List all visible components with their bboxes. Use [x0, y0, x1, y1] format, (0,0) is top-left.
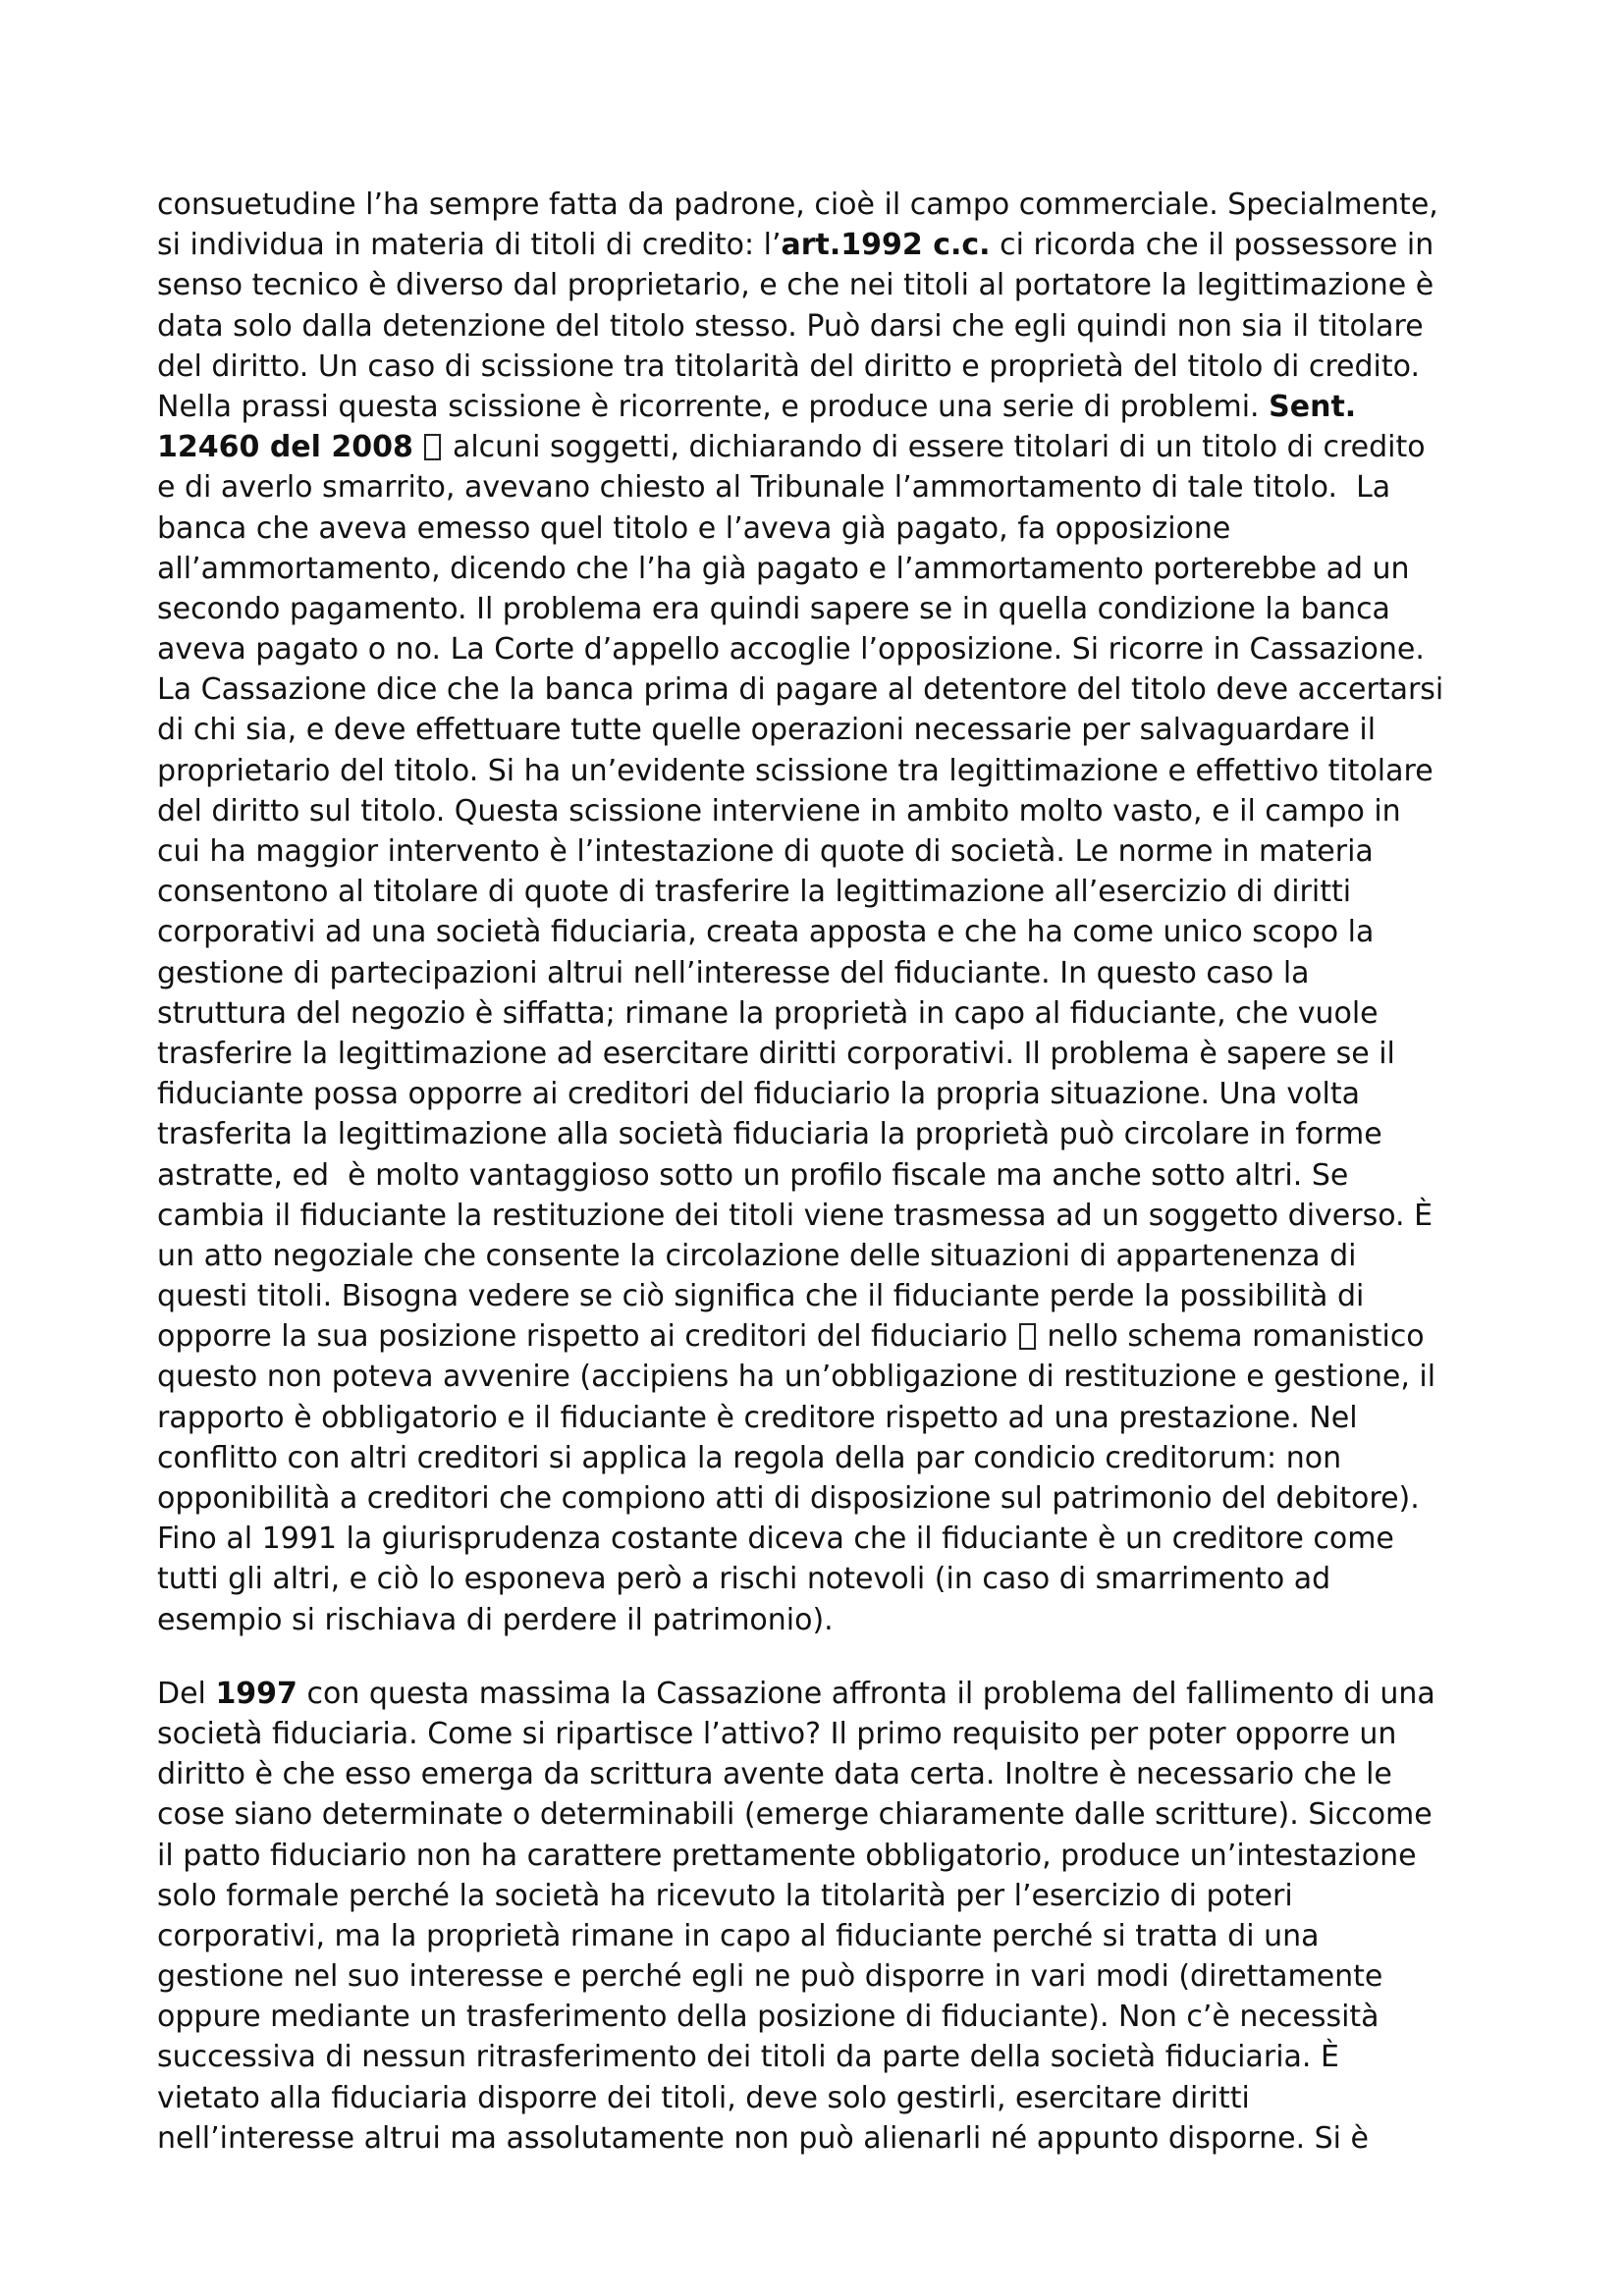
text-line	[157, 1034, 1478, 1074]
text-run: Fino al 1991 la giurisprudenza costante diceva che il fiduciante è un creditore come	[157, 1522, 1394, 1557]
text-run: società fiduciaria. Come si ripartisce l’attivo? Il primo requisito per poter opporre un	[157, 1716, 1397, 1751]
text-line	[157, 831, 1478, 872]
text-run: di chi sia, e deve effettuare tutte quelle operazioni necessarie per salvaguardare il	[157, 713, 1377, 748]
text-line	[157, 427, 1478, 467]
text-line	[157, 467, 1478, 507]
text-run: consentono al titolare di quote di trasferire la legittimazione all’esercizio di diritti	[157, 875, 1352, 910]
text-line	[157, 1236, 1478, 1276]
body-text	[157, 185, 1478, 2159]
text-run: cambia il fiduciante la restituzione dei titoli viene trasmessa ad un soggetto diverso. È	[157, 1198, 1434, 1233]
text-line	[157, 265, 1478, 305]
text-line	[157, 1398, 1478, 1438]
text-run: gestione di partecipazioni altrui nell’interesse del fiduciante. In questo caso la	[157, 955, 1310, 990]
text-run: banca che aveva emesso quel titolo e l’aveva già pagato, fa opposizione	[157, 510, 1231, 546]
text-line	[157, 1196, 1478, 1236]
text-line	[157, 1276, 1478, 1316]
bold-reference: 1997	[215, 1676, 298, 1711]
text-run: cui ha maggior intervento è l’intestazione di quote di società. Le norme in materia	[157, 834, 1374, 869]
text-run: questi titoli. Bisogna vedere se ciò significa che il fiduciante perde la possibilità di	[157, 1279, 1365, 1314]
text-run: fiduciante possa opporre ai creditori del fiduciario la propria situazione. Una volta	[157, 1077, 1361, 1112]
text-line	[157, 993, 1478, 1034]
text-run: trasferire la legittimazione ad esercitare diritti corporativi. Il problema è sapere se il	[157, 1036, 1395, 1071]
text-run: corporativi ad una società fiduciaria, creata apposta e che ha come unico scopo la	[157, 915, 1375, 950]
text-run: ci ricorda che il possessore in	[990, 228, 1434, 263]
bold-reference: Sent.	[1269, 389, 1357, 424]
text-line	[157, 1074, 1478, 1114]
text-line	[157, 1956, 1478, 1997]
paragraph-1	[157, 185, 1478, 1640]
text-line	[157, 387, 1478, 427]
paragraph-gap	[157, 1640, 1478, 1674]
text-run: trasferita la legittimazione alla società fiduciaria la proprietà può circolare in forme	[157, 1117, 1382, 1152]
text-line	[157, 589, 1478, 629]
text-line	[157, 751, 1478, 791]
text-run: cose siano determinate o determinabili (emerge chiaramente dalle scritture). Siccome	[157, 1797, 1433, 1833]
text-line	[157, 1114, 1478, 1154]
missing-glyph-icon	[1019, 1323, 1036, 1350]
text-run: vietato alla fiduciaria disporre dei titoli, deve solo gestirli, esercitare diritti	[157, 2080, 1250, 2115]
text-line	[157, 1559, 1478, 1599]
text-run: successiva di nessun ritrasferimento dei titoli da parte della società fiduciaria. È	[157, 2040, 1339, 2075]
text-line	[157, 912, 1478, 952]
text-line	[157, 629, 1478, 669]
text-run	[413, 430, 423, 464]
text-line	[157, 1357, 1478, 1397]
text-line	[157, 347, 1478, 387]
text-line	[157, 791, 1478, 831]
text-line	[157, 1754, 1478, 1794]
text-run: Nella prassi questa scissione è ricorrente, e produce una serie di problemi.	[157, 389, 1270, 424]
text-line	[157, 1714, 1478, 1754]
text-run: del diritto sul titolo. Questa scissione interviene in ambito molto vasto, e il campo in	[157, 793, 1401, 828]
text-run: del diritto. Un caso di scissione tra titolarità del diritto e proprietà del titolo di credito.	[157, 348, 1420, 384]
text-line	[157, 549, 1478, 589]
text-line	[157, 1519, 1478, 1559]
text-line	[157, 1155, 1478, 1196]
text-run: struttura del negozio è siffatta; rimane la proprietà in capo al fiduciante, che vuole	[157, 995, 1379, 1031]
text-run: nell’interesse altrui ma assolutamente non può alienarli né appunto disporne. Si è	[157, 2120, 1370, 2156]
text-line	[157, 1916, 1478, 1956]
text-run: questo non poteva avvenire (accipiens ha un’obbligazione di restituzione e gestione, il	[157, 1360, 1436, 1395]
text-line	[157, 710, 1478, 750]
text-line	[157, 508, 1478, 549]
text-run: data solo dalla detenzione del titolo stesso. Può darsi che egli quindi non sia il titolare	[157, 308, 1424, 344]
text-run: un atto negoziale che consente la circolazione delle situazioni di appartenenza di	[157, 1238, 1357, 1273]
text-line	[157, 1836, 1478, 1876]
text-line	[157, 2037, 1478, 2077]
paragraph-2	[157, 1674, 1478, 2159]
text-line	[157, 1438, 1478, 1478]
text-run: conflitto con altri creditori si applica la regola della par condicio creditorum: non	[157, 1440, 1342, 1475]
text-run: nello schema romanistico	[1037, 1319, 1425, 1355]
text-run: astratte, ed è molto vantaggioso sotto un profilo fiscale ma anche sotto altri. Se	[157, 1157, 1349, 1193]
text-line	[157, 1674, 1478, 1714]
text-run: corporativi, ma la proprietà rimane in capo al fiduciante perché si tratta di una	[157, 1918, 1320, 1953]
text-run: all’ammortamento, dicendo che l’ha già pagato e l’ammortamento porterebbe ad un	[157, 551, 1410, 586]
text-line	[157, 872, 1478, 912]
text-line	[157, 1794, 1478, 1835]
text-run: solo formale perché la società ha ricevuto la titolarità per l’esercizio di poteri	[157, 1878, 1293, 1913]
bold-reference: art.1992 c.c.	[781, 228, 991, 263]
text-run: con questa massima la Cassazione affronta il problema del fallimento di una	[297, 1676, 1435, 1711]
text-run: esempio si rischiava di perdere il patrimonio).	[157, 1602, 834, 1637]
text-run: il patto fiduciario non ha carattere prettamente obbligatorio, produce un’intestazione	[157, 1838, 1417, 1873]
text-line	[157, 185, 1478, 225]
text-run: e di averlo smarrito, avevano chiesto al Tribunale l’ammortamento di tale titolo. La	[157, 470, 1391, 506]
text-line	[157, 953, 1478, 993]
text-run: oppure mediante un trasferimento della posizione di fiduciante). Non c’è necessità	[157, 2000, 1380, 2035]
text-line	[157, 306, 1478, 347]
text-run: La Cassazione dice che la banca prima di pagare al detentore del titolo deve accertarsi	[157, 672, 1444, 708]
text-run: Del	[157, 1676, 216, 1711]
text-run: aveva pagato o no. La Corte d’appello accoglie l’opposizione. Si ricorre in Cassazione.	[157, 632, 1425, 667]
text-line	[157, 225, 1478, 265]
missing-glyph-icon	[424, 434, 441, 460]
text-run: secondo pagamento. Il problema era quindi sapere se in quella condizione la banca	[157, 591, 1390, 626]
text-line	[157, 1997, 1478, 2037]
text-line	[157, 669, 1478, 710]
text-line	[157, 2118, 1478, 2159]
text-run: diritto è che esso emerga da scrittura avente data certa. Inoltre è necessario che le	[157, 1757, 1392, 1792]
text-line	[157, 1316, 1478, 1357]
text-run: consuetudine l’ha sempre fatta da padrone, cioè il campo commerciale. Specialmente,	[157, 187, 1438, 222]
text-run: proprietario del titolo. Si ha un’evidente scissione tra legittimazione e effettivo titolare	[157, 753, 1434, 788]
text-line	[157, 2078, 1478, 2118]
text-line	[157, 1600, 1478, 1640]
text-line	[157, 1478, 1478, 1519]
text-run: si individua in materia di titoli di credito: l’	[157, 228, 782, 263]
text-run: rapporto è obbligatorio e il fiduciante è creditore rispetto ad una prestazione. Nel	[157, 1400, 1358, 1435]
bold-reference: 12460 del 2008	[157, 430, 413, 465]
text-run: gestione nel suo interesse e perché egli ne può disporre in vari modi (direttamente	[157, 1959, 1383, 1995]
text-line	[157, 1876, 1478, 1916]
text-run: opporre la sua posizione rispetto ai creditori del fiduciario	[157, 1319, 1017, 1355]
text-run: senso tecnico è diverso dal proprietario, e che nei titoli al portatore la legittimazione è	[157, 268, 1434, 303]
text-run: alcuni soggetti, dichiarando di essere titolari di un titolo di credito	[443, 430, 1426, 465]
text-run: opponibilità a creditori che compiono atti di disposizione sul patrimonio del debitore).	[157, 1481, 1420, 1516]
text-run: tutti gli altri, e ciò lo esponeva però a rischi notevoli (in caso di smarrimento ad	[157, 1562, 1331, 1597]
